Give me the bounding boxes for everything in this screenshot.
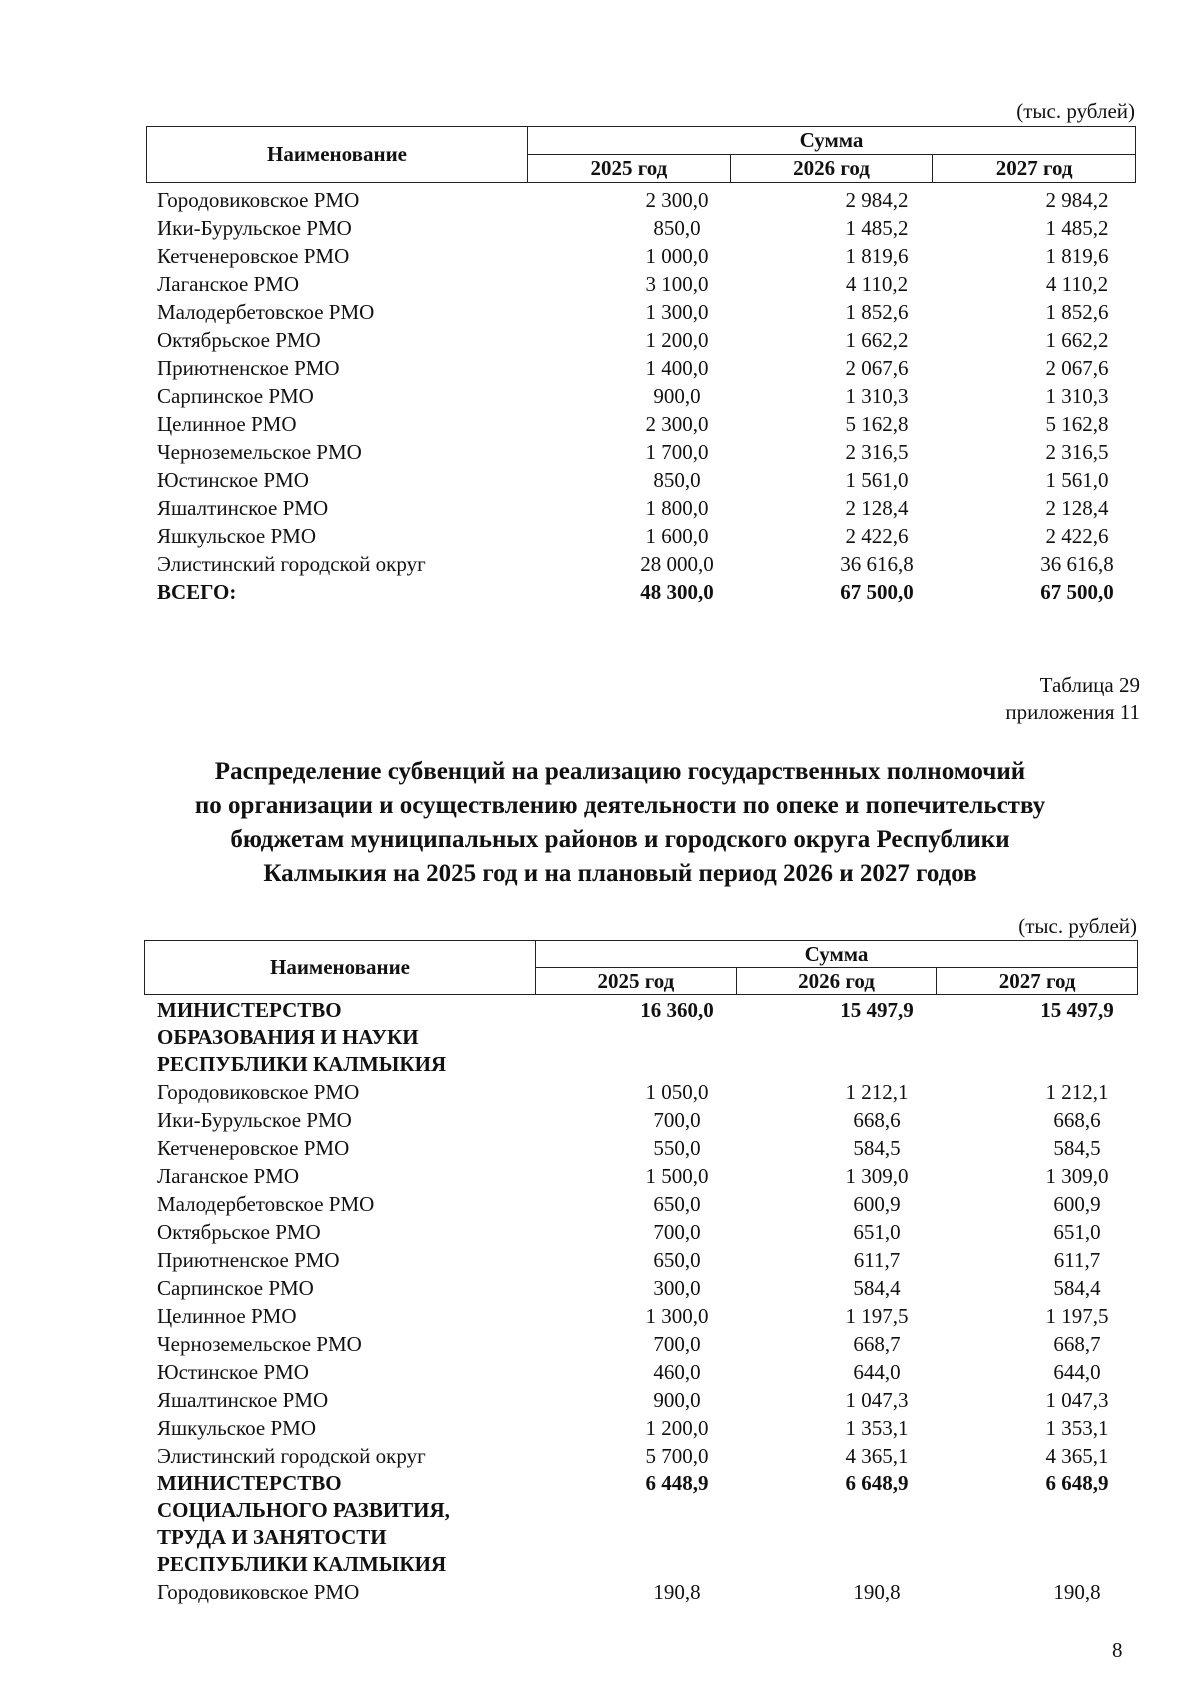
table-row — [157, 1134, 1137, 1162]
row-value-2026: 36 616,8 — [840, 552, 914, 576]
row-name: Элистинский городской округ — [157, 1444, 426, 1468]
table-row — [157, 494, 1137, 522]
row-value-2027: 4 365,1 — [1045, 1444, 1109, 1468]
row-value-2025: 1 050,0 — [645, 1080, 709, 1104]
group-ministry-social-rows — [157, 1578, 1137, 1606]
table-row-total — [157, 578, 1137, 606]
row-value-2026: 611,7 — [853, 1248, 901, 1272]
row-value-2025: 900,0 — [653, 384, 701, 408]
row-value-2025: 190,8 — [653, 1580, 701, 1604]
table-row — [157, 1246, 1137, 1274]
row-value-2026: 1 485,2 — [845, 216, 909, 240]
row-value-2026: 668,7 — [853, 1332, 901, 1356]
table-row — [157, 1218, 1137, 1246]
group-name — [157, 1470, 517, 1578]
group-2027: 6 648,9 — [1045, 1471, 1109, 1495]
row-name: Черноземельское РМО — [157, 1332, 362, 1356]
table-row — [157, 1302, 1137, 1330]
row-value-2026: 2 316,5 — [845, 440, 909, 464]
row-value-2027: 2 316,5 — [1045, 440, 1109, 464]
caption-appendix: приложения 11 — [1005, 700, 1140, 724]
row-value-2027: 600,9 — [1053, 1192, 1101, 1216]
title-line-3: бюджетам муниципальных районов и городского округа Республики — [230, 826, 1010, 853]
row-value-2025: 900,0 — [653, 1388, 701, 1412]
row-value-2025: 1 500,0 — [645, 1164, 709, 1188]
row-value-2025: 550,0 — [653, 1136, 701, 1160]
row-name: Октябрьское РМО — [157, 1220, 321, 1244]
table-row — [157, 1578, 1137, 1606]
row-value-2027: 584,4 — [1053, 1276, 1101, 1300]
row-value-2027: 644,0 — [1053, 1360, 1101, 1384]
row-value-2026: 1 561,0 — [845, 468, 909, 492]
row-value-2025: 3 100,0 — [645, 272, 709, 296]
row-value-2025: 700,0 — [653, 1220, 701, 1244]
row-value-2025: 1 800,0 — [645, 496, 709, 520]
row-value-2025: 5 700,0 — [645, 1444, 709, 1468]
table-row — [157, 298, 1137, 326]
row-name: Городовиковское РМО — [157, 1580, 360, 1604]
row-name: Юстинское РМО — [157, 1360, 309, 1384]
page-number: 8 — [1112, 1638, 1123, 1662]
table1-header-name: Наименование — [147, 127, 528, 183]
group-2025: 6 448,9 — [645, 1471, 709, 1495]
row-value-2026: 2 067,6 — [845, 356, 909, 380]
row-value-2027: 1 485,2 — [1045, 216, 1109, 240]
table-row — [157, 1386, 1137, 1414]
table-row — [157, 466, 1137, 494]
table-row — [157, 438, 1137, 466]
row-value-2026: 2 984,2 — [845, 188, 909, 212]
row-value-2027: 651,0 — [1053, 1220, 1101, 1244]
row-value-2027: 2 128,4 — [1045, 496, 1109, 520]
row-value-2026: 584,4 — [853, 1276, 901, 1300]
row-value-2025: 850,0 — [653, 216, 701, 240]
row-value-2026: 644,0 — [853, 1360, 901, 1384]
row-name: Октябрьское РМО — [157, 328, 321, 352]
row-value-2027: 1 310,3 — [1045, 384, 1109, 408]
row-value-2025: 460,0 — [653, 1360, 701, 1384]
row-name: Ики-Бурульское РМО — [157, 216, 352, 240]
table2-units: (тыс. рублей) — [1018, 914, 1137, 938]
table1-header-2027: 2027 год — [933, 155, 1136, 183]
group-name-line: РЕСПУБЛИКИ КАЛМЫКИЯ — [157, 1052, 447, 1076]
row-name: Яшкульское РМО — [157, 1416, 317, 1440]
table-row — [157, 242, 1137, 270]
row-value-2026: 1 309,0 — [845, 1164, 909, 1188]
table2-header-2026: 2026 год — [736, 968, 937, 995]
total-2025: 48 300,0 — [640, 580, 714, 604]
row-value-2025: 2 300,0 — [645, 412, 709, 436]
row-name: Яшкульское РМО — [157, 524, 317, 548]
row-value-2027: 1 309,0 — [1045, 1164, 1109, 1188]
table-row — [157, 1078, 1137, 1106]
table1-units: (тыс. рублей) — [1016, 99, 1135, 123]
row-value-2027: 1 662,2 — [1045, 328, 1109, 352]
row-value-2027: 1 047,3 — [1045, 1388, 1109, 1412]
total-2026: 67 500,0 — [840, 580, 914, 604]
title-line-4: Калмыкия на 2025 год и на плановый период 2026 и 2027 годов — [263, 860, 977, 887]
row-value-2025: 1 600,0 — [645, 524, 709, 548]
row-value-2027: 584,5 — [1053, 1136, 1101, 1160]
table-row — [157, 1358, 1137, 1386]
row-value-2025: 850,0 — [653, 468, 701, 492]
table-row — [157, 354, 1137, 382]
row-name: Целинное РМО — [157, 412, 297, 436]
title-line-1: Распределение субвенций на реализацию государственных полномочий — [214, 758, 1026, 785]
row-name: Сарпинское РМО — [157, 1276, 314, 1300]
row-value-2027: 190,8 — [1053, 1580, 1101, 1604]
row-value-2026: 600,9 — [853, 1192, 901, 1216]
row-name: Яшалтинское РМО — [157, 1388, 329, 1412]
table-row — [157, 1106, 1137, 1134]
row-name: Черноземельское РМО — [157, 440, 362, 464]
row-value-2025: 1 700,0 — [645, 440, 709, 464]
group-name-line: МИНИСТЕРСТВО — [157, 998, 342, 1022]
row-value-2025: 650,0 — [653, 1192, 701, 1216]
row-value-2027: 668,7 — [1053, 1332, 1101, 1356]
group-2026: 15 497,9 — [840, 998, 914, 1022]
row-name: Приютненское РМО — [157, 1248, 340, 1272]
group-name-line: ОБРАЗОВАНИЯ И НАУКИ — [157, 1025, 419, 1049]
row-value-2026: 190,8 — [853, 1580, 901, 1604]
row-value-2026: 4 110,2 — [845, 272, 909, 296]
row-value-2027: 668,6 — [1053, 1108, 1101, 1132]
row-name: Юстинское РМО — [157, 468, 309, 492]
title-line-2: по организации и осуществлению деятельности по опеке и попечительству — [194, 792, 1046, 819]
row-value-2027: 1 852,6 — [1045, 300, 1109, 324]
table-row — [157, 1442, 1137, 1470]
table2-body — [157, 997, 1137, 1606]
row-value-2026: 2 422,6 — [845, 524, 909, 548]
row-value-2027: 1 212,1 — [1045, 1080, 1109, 1104]
table1-header-2025: 2025 год — [528, 155, 731, 183]
group-2025: 16 360,0 — [640, 998, 714, 1022]
table-row — [157, 550, 1137, 578]
table1-body — [157, 186, 1137, 578]
table-row — [157, 270, 1137, 298]
row-value-2026: 651,0 — [853, 1220, 901, 1244]
row-value-2026: 1 197,5 — [845, 1304, 909, 1328]
row-name: Сарпинское РМО — [157, 384, 314, 408]
row-value-2026: 1 819,6 — [845, 244, 909, 268]
row-value-2026: 584,5 — [853, 1136, 901, 1160]
table-row — [157, 1414, 1137, 1442]
row-value-2025: 700,0 — [653, 1332, 701, 1356]
group-ministry-education — [157, 997, 1137, 1078]
table-row — [157, 382, 1137, 410]
table2-header-2027: 2027 год — [937, 968, 1138, 995]
row-value-2027: 1 561,0 — [1045, 468, 1109, 492]
row-value-2027: 1 819,6 — [1045, 244, 1109, 268]
group-name-line: РЕСПУБЛИКИ КАЛМЫКИЯ — [157, 1552, 447, 1576]
table1-total — [157, 578, 1137, 606]
row-name: Ики-Бурульское РМО — [157, 1108, 352, 1132]
row-value-2027: 5 162,8 — [1045, 412, 1109, 436]
row-name: Городовиковское РМО — [157, 188, 360, 212]
group-ministry-social — [157, 1470, 1137, 1578]
total-label: ВСЕГО: — [157, 580, 237, 604]
table-row — [157, 1162, 1137, 1190]
row-value-2025: 300,0 — [653, 1276, 701, 1300]
row-value-2027: 611,7 — [1053, 1248, 1101, 1272]
row-value-2025: 1 200,0 — [645, 328, 709, 352]
row-value-2025: 1 400,0 — [645, 356, 709, 380]
row-name: Целинное РМО — [157, 1304, 297, 1328]
table1-header-2026: 2026 год — [730, 155, 933, 183]
table2-header-2025: 2025 год — [536, 968, 737, 995]
table1-header — [146, 126, 1136, 183]
group-name — [157, 997, 517, 1078]
row-name: Малодербетовское РМО — [157, 1192, 375, 1216]
row-name: Лаганское РМО — [157, 272, 300, 296]
table-row — [157, 1330, 1137, 1358]
table2-header-name: Наименование — [145, 941, 536, 995]
group-2027: 15 497,9 — [1040, 998, 1114, 1022]
total-2027: 67 500,0 — [1040, 580, 1114, 604]
row-name: Городовиковское РМО — [157, 1080, 360, 1104]
group-ministry-education-rows — [157, 1078, 1137, 1470]
row-value-2026: 1 212,1 — [845, 1080, 909, 1104]
group-name-line: МИНИСТЕРСТВО — [157, 1471, 342, 1495]
table1-header-sum: Сумма — [528, 127, 1136, 155]
row-value-2026: 2 128,4 — [845, 496, 909, 520]
row-value-2027: 2 422,6 — [1045, 524, 1109, 548]
table-caption — [1005, 672, 1140, 726]
row-name: Приютненское РМО — [157, 356, 340, 380]
row-name: Кетченеровское РМО — [157, 244, 350, 268]
row-value-2025: 650,0 — [653, 1248, 701, 1272]
row-value-2025: 1 300,0 — [645, 300, 709, 324]
row-value-2026: 4 365,1 — [845, 1444, 909, 1468]
row-name: Лаганское РМО — [157, 1164, 300, 1188]
table-row — [157, 326, 1137, 354]
row-value-2026: 1 852,6 — [845, 300, 909, 324]
row-value-2025: 1 300,0 — [645, 1304, 709, 1328]
table2-header-sum: Сумма — [536, 941, 1138, 968]
group-name-line: СОЦИАЛЬНОГО РАЗВИТИЯ, — [157, 1498, 450, 1522]
row-value-2027: 1 353,1 — [1045, 1416, 1109, 1440]
row-name: Яшалтинское РМО — [157, 496, 329, 520]
row-value-2026: 5 162,8 — [845, 412, 909, 436]
row-value-2025: 1 200,0 — [645, 1416, 709, 1440]
row-value-2025: 1 000,0 — [645, 244, 709, 268]
table-row — [157, 410, 1137, 438]
row-name: Кетченеровское РМО — [157, 1136, 350, 1160]
table-row — [157, 1274, 1137, 1302]
row-value-2027: 2 067,6 — [1045, 356, 1109, 380]
row-value-2026: 1 047,3 — [845, 1388, 909, 1412]
page-title — [140, 755, 1100, 891]
row-value-2025: 28 000,0 — [640, 552, 714, 576]
table-row — [157, 214, 1137, 242]
row-value-2027: 1 197,5 — [1045, 1304, 1109, 1328]
row-value-2025: 2 300,0 — [645, 188, 709, 212]
group-name-line: ТРУДА И ЗАНЯТОСТИ — [157, 1525, 387, 1549]
row-value-2026: 1 662,2 — [845, 328, 909, 352]
row-value-2025: 700,0 — [653, 1108, 701, 1132]
row-value-2026: 668,6 — [853, 1108, 901, 1132]
caption-table-number: Таблица 29 — [1039, 673, 1140, 697]
row-value-2026: 1 310,3 — [845, 384, 909, 408]
group-2026: 6 648,9 — [845, 1471, 909, 1495]
row-value-2026: 1 353,1 — [845, 1416, 909, 1440]
row-value-2027: 4 110,2 — [1045, 272, 1109, 296]
row-value-2027: 36 616,8 — [1040, 552, 1114, 576]
table-row — [157, 1190, 1137, 1218]
table-row — [157, 186, 1137, 214]
row-name: Элистинский городской округ — [157, 552, 426, 576]
row-value-2027: 2 984,2 — [1045, 188, 1109, 212]
row-name: Малодербетовское РМО — [157, 300, 375, 324]
table-row — [157, 522, 1137, 550]
table2-header — [144, 940, 1138, 995]
